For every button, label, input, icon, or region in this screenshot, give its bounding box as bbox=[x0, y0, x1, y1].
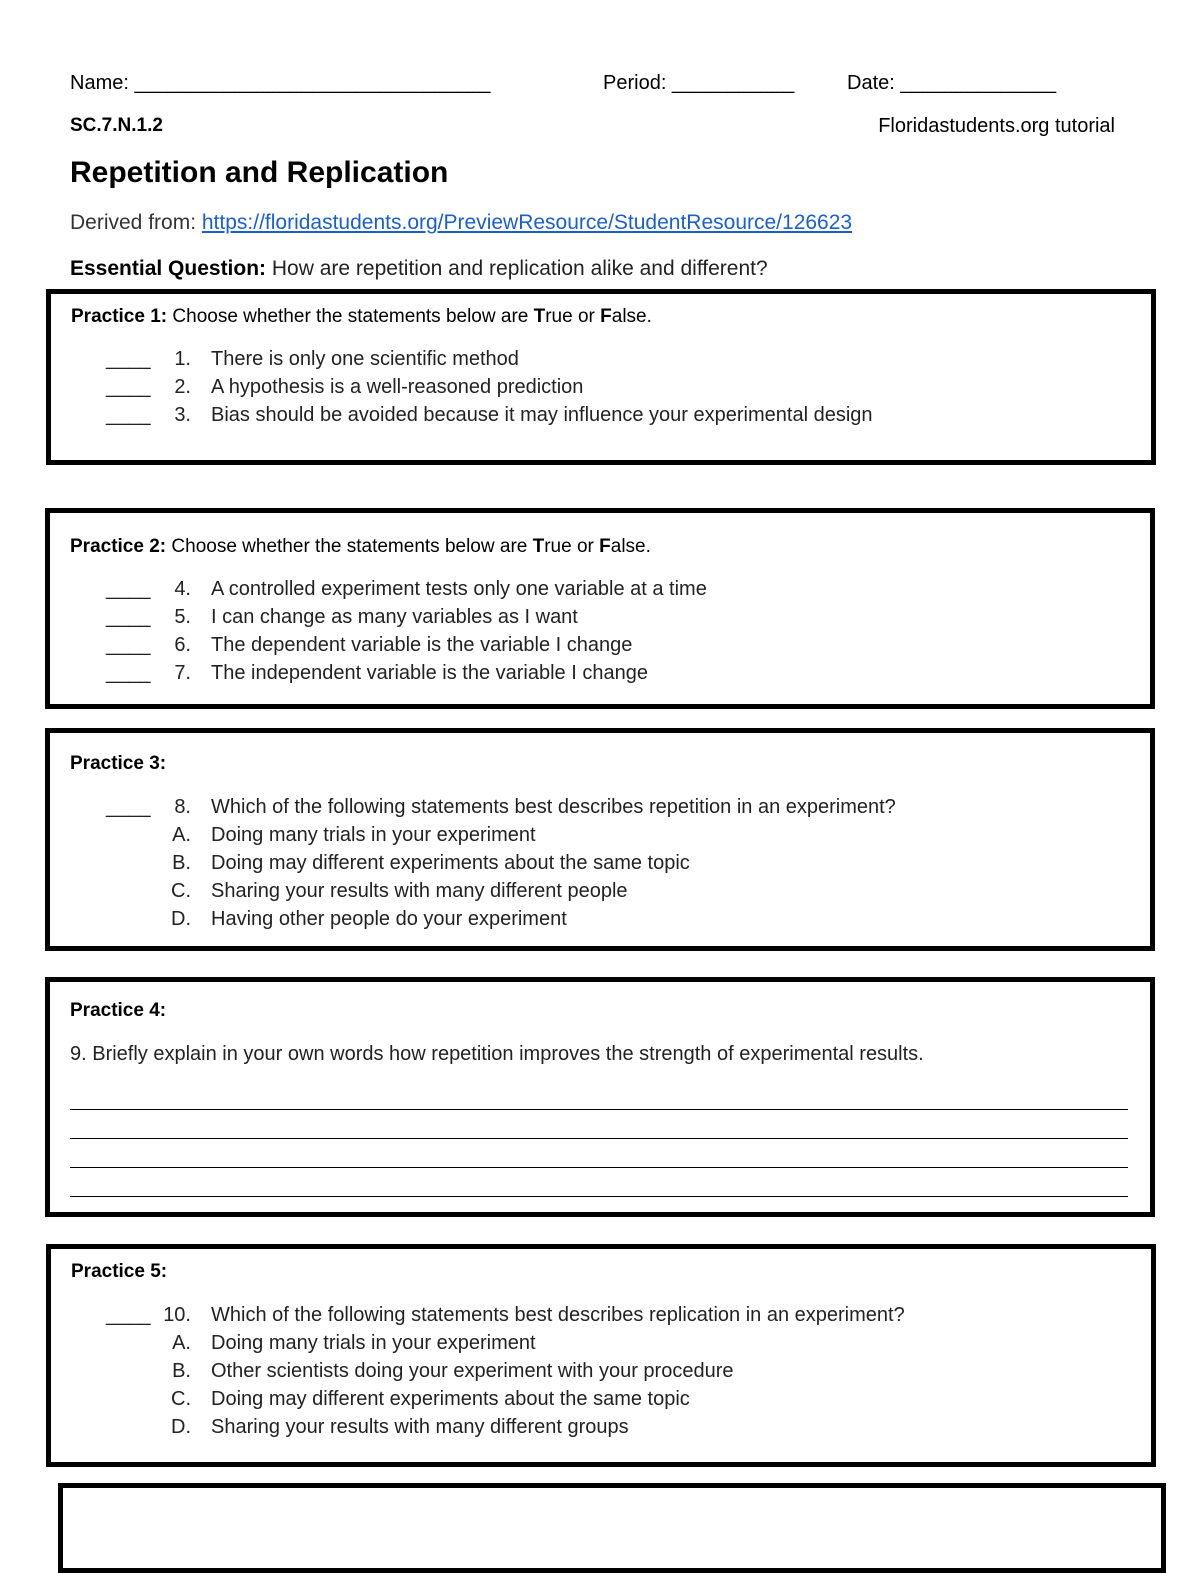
practice-1-label: Practice 1: bbox=[71, 306, 168, 327]
practice-2-box: Practice 2: Choose whether the statements below are True or False. ____ 4. A controlled experiment tests only one variable at a time ____ 5. I can change as many variables as I want ____ 6. The dependent variable is the variable I change ____ 7. The independent variable is the variable I change bbox=[45, 508, 1155, 709]
answer-line[interactable] bbox=[70, 1168, 1128, 1197]
derived-label: Derived from: bbox=[70, 211, 197, 234]
period-field[interactable]: Period: ___________ bbox=[603, 72, 795, 94]
eq-label: Essential Question: bbox=[70, 257, 267, 280]
answer-blank[interactable]: ____ bbox=[106, 634, 151, 656]
page-title: Repetition and Replication bbox=[70, 156, 449, 189]
derived-link[interactable]: https://floridastudents.org/PreviewResource/StudentResource/126623 bbox=[201, 211, 853, 234]
practice-3-box: Practice 3: ____ 8. Which of the following statements best describes repetition in an experiment? A. Doing many trials in your experiment B. Doing may different experiments about the same topic C. Sharing your results with many different people D. Having other people do your experiment bbox=[45, 728, 1155, 951]
period-label: Period: bbox=[603, 72, 667, 94]
answer-blank[interactable]: ____ bbox=[106, 348, 151, 370]
practice-5-box: Practice 5: ____ 10. Which of the following statements best describes replication in an experiment? A. Doing many trials in your experiment B. Other scientists doing your experiment with your procedure C. Doing may different experiments about the same topic D. Sharing your results with many different groups bbox=[46, 1244, 1156, 1467]
answer-line[interactable] bbox=[70, 1139, 1128, 1168]
practice-4-box bbox=[45, 977, 1155, 1217]
practice-4-label: Practice 4: bbox=[70, 1000, 167, 1021]
answer-blank[interactable]: ____ bbox=[106, 606, 151, 628]
standard-code: SC.7.N.1.2 bbox=[70, 115, 163, 136]
date-label: Date: bbox=[847, 72, 895, 94]
practice-3-label: Practice 3: bbox=[70, 753, 167, 774]
practice-5-label: Practice 5: bbox=[71, 1261, 168, 1282]
practice-2-instructions: Practice 2: Choose whether the statements below are True or False. bbox=[70, 536, 651, 557]
name-field[interactable]: Name: ________________________________ bbox=[70, 72, 491, 94]
answer-line[interactable] bbox=[70, 1081, 1128, 1110]
answer-blank[interactable]: ____ bbox=[106, 1304, 151, 1326]
practice-1-instructions: Practice 1: Choose whether the statements below are True or False. bbox=[71, 306, 652, 327]
question-9: 9. Briefly explain in your own words how repetition improves the strength of experimental results. bbox=[70, 1043, 924, 1065]
eq-text: How are repetition and replication alike and different? bbox=[271, 257, 768, 280]
essential-question bbox=[70, 257, 768, 281]
answer-blank[interactable]: ____ bbox=[106, 578, 151, 600]
answer-line[interactable] bbox=[70, 1110, 1128, 1139]
practice-6-box bbox=[58, 1483, 1166, 1573]
answer-blank[interactable]: ____ bbox=[106, 404, 151, 426]
name-label: Name: bbox=[70, 72, 129, 94]
derived-from bbox=[70, 211, 852, 235]
practice-2-label: Practice 2: bbox=[70, 536, 167, 557]
answer-blank[interactable]: ____ bbox=[106, 376, 151, 398]
answer-blank[interactable]: ____ bbox=[106, 796, 151, 818]
tutorial-source: Floridastudents.org tutorial bbox=[878, 115, 1115, 137]
answer-blank[interactable]: ____ bbox=[106, 662, 151, 684]
date-field[interactable]: Date: ______________ bbox=[847, 72, 1057, 94]
practice-1-box: Practice 1: Choose whether the statements below are True or False. ____ 1. There is only one scientific method ____ 2. A hypothesis is a well-reasoned prediction ____ 3. Bias should be avoided because it may influence your experimental design bbox=[46, 289, 1156, 465]
answer-lines[interactable] bbox=[70, 1081, 1128, 1197]
